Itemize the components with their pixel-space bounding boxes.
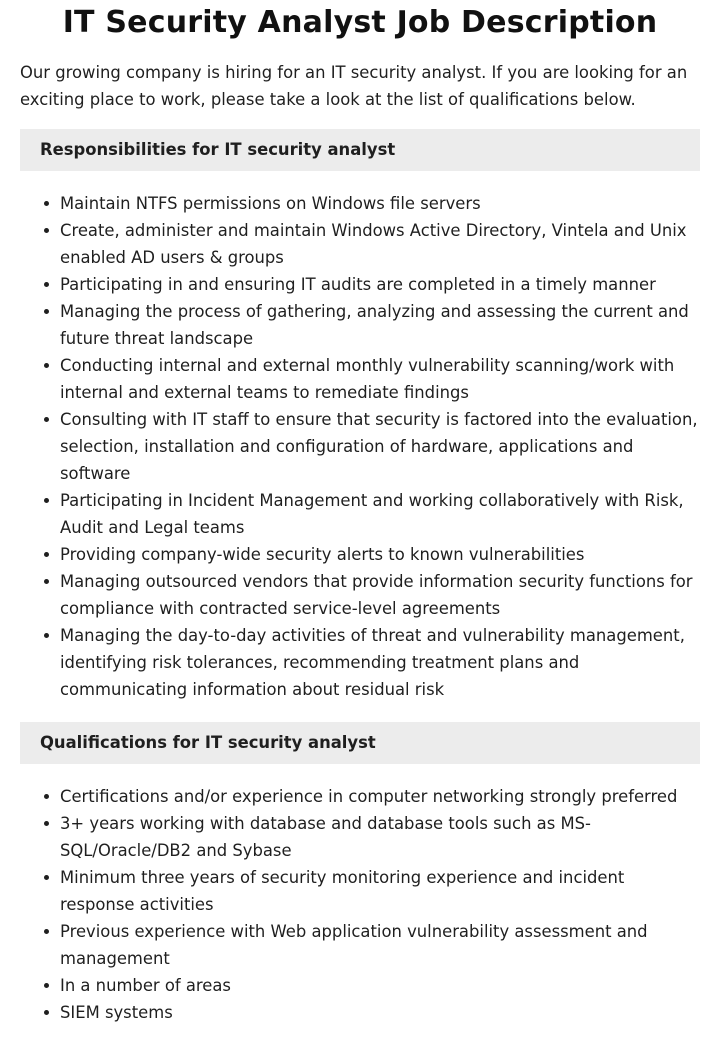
qualifications-heading: Qualifications for IT security analyst xyxy=(20,722,700,764)
qualification-item: Minimum three years of security monitoring experience and incident response activities xyxy=(60,864,700,918)
page-title: IT Security Analyst Job Description xyxy=(62,5,658,40)
responsibilities-list xyxy=(20,190,700,703)
qualification-item: Certifications and/or experience in computer networking strongly preferred xyxy=(60,783,700,810)
responsibility-item: Conducting internal and external monthly vulnerability scanning/work with internal and external teams to remediate findings xyxy=(60,352,700,406)
responsibility-item: Consulting with IT staff to ensure that security is factored into the evaluation, selection, installation and configuration of hardware, applications and software xyxy=(60,406,700,487)
responsibility-item: Participating in Incident Management and working collaboratively with Risk, Audit and Legal teams xyxy=(60,487,700,541)
responsibility-item: Managing the day-to-day activities of threat and vulnerability management, identifying risk tolerances, recommending treatment plans and communicating information about residual risk xyxy=(60,622,700,703)
qualification-item: In a number of areas xyxy=(60,972,700,999)
responsibility-item: Participating in and ensuring IT audits are completed in a timely manner xyxy=(60,271,700,298)
qualifications-list xyxy=(20,783,700,1026)
responsibility-item: Create, administer and maintain Windows Active Directory, Vintela and Unix enabled AD users & groups xyxy=(60,217,700,271)
responsibility-item: Managing outsourced vendors that provide information security functions for compliance with contracted service-level agreements xyxy=(60,568,700,622)
responsibility-item: Maintain NTFS permissions on Windows file servers xyxy=(60,190,700,217)
intro-paragraph: Our growing company is hiring for an IT security analyst. If you are looking for an exciting place to work, please take a look at the list of qualifications below. xyxy=(20,63,688,109)
qualification-item: 3+ years working with database and database tools such as MS-SQL/Oracle/DB2 and Sybase xyxy=(60,810,700,864)
qualification-item: Previous experience with Web application vulnerability assessment and management xyxy=(60,918,700,972)
responsibilities-heading: Responsibilities for IT security analyst xyxy=(20,129,700,171)
qualification-item: SIEM systems xyxy=(60,999,700,1026)
responsibility-item: Providing company-wide security alerts to known vulnerabilities xyxy=(60,541,700,568)
responsibility-item: Managing the process of gathering, analyzing and assessing the current and future threat landscape xyxy=(60,298,700,352)
